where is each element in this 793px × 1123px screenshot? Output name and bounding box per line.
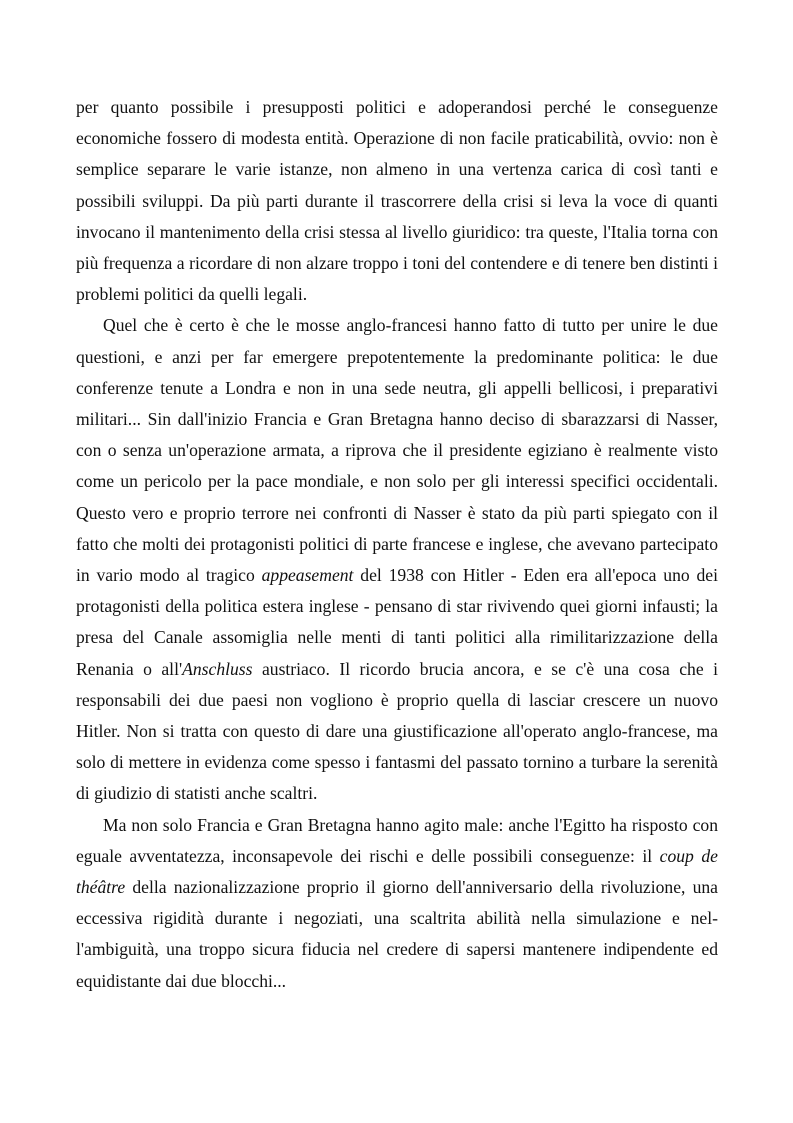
italic-term-coup-de-theatre: coup de théâtre [76, 845, 718, 898]
paragraph-text: del 1938 con Hitler - Eden era all'epoca uno dei protagonisti della politica estera inglese - pensano di star rivivendo quei giorni infausti; la presa del Canale assomiglia nelle menti di tanti politici alla rimilitarizzazione della Renania o all' [76, 565, 718, 679]
paragraph-text: per quanto possibile i presupposti politici e adoperandosi perché le conseguenze economiche fossero di modesta entità. Operazione di non facile praticabilità, ovvio: non è semplice separare le varie istanze, non almeno in una vertenza carica di così tanti e possibili sviluppi. Da più parti durante il trascorrere della crisi si leva la voce di quanti invocano il mantenimento della crisi stessa al livello giuridico: tra queste, l'Italia torna con più frequenza a ricordare di non alzare troppo i toni del contendere e di tenere ben distinti i problemi politici da quelli legali. [76, 97, 718, 305]
paragraph-2 [76, 310, 718, 809]
paragraph-text: austriaco. Il ricordo brucia ancora, e se c'è una cosa che i responsabili dei due paesi non vogliono è proprio quella di lasciar crescere un nuovo Hitler. Non si tratta con questo di dare una giustificazione all'operato anglo-francese, ma solo di mettere in evidenza come spesso i fantasmi del passato tornino a turbare la serenità di giudizio di statisti anche scaltri. [76, 658, 718, 804]
paragraph-text: Quel che è certo è che le mosse anglo-francesi hanno fatto di tutto per unire le due questioni, e anzi per far emergere prepotentemente la predominante politica: le due conferenze tenute a Londra e non in una sede neutra, gli appelli bellicosi, i preparativi militari... Sin dall'inizio Francia e Gran Bretagna hanno deciso di sbarazzarsi di Nasser, con o senza un'operazione armata, a riprova che il presidente egiziano è realmente visto come un pericolo per la pace mondiale, e non solo per gli interessi specifici occidentali. Questo vero e proprio terrore nei confronti di Nasser è stato da più parti spiegato con il fatto che molti dei protagonisti politici di parte francese e inglese, che avevano partecipato in vario modo al tragico [76, 315, 718, 586]
paragraph-1 [76, 92, 718, 310]
paragraph-3 [76, 810, 718, 997]
italic-term-appeasement: appeasement [261, 565, 354, 586]
italic-term-anschluss: Anschluss [182, 658, 253, 679]
document-page [76, 92, 718, 997]
paragraph-text: della nazionalizzazione proprio il giorno dell'anniversario della rivoluzione, una eccessiva rigidità durante i negoziati, una scaltrita abilità nella simulazione e nel-l'ambiguità, una troppo sicura fiducia nel credere di sapersi mantenere indipendente ed equidistante dai due blocchi... [76, 877, 718, 991]
paragraph-text: Ma non solo Francia e Gran Bretagna hanno agito male: anche l'Egitto ha risposto con eguale avventatezza, inconsapevole dei rischi e delle possibili conseguenze: il [76, 814, 718, 866]
